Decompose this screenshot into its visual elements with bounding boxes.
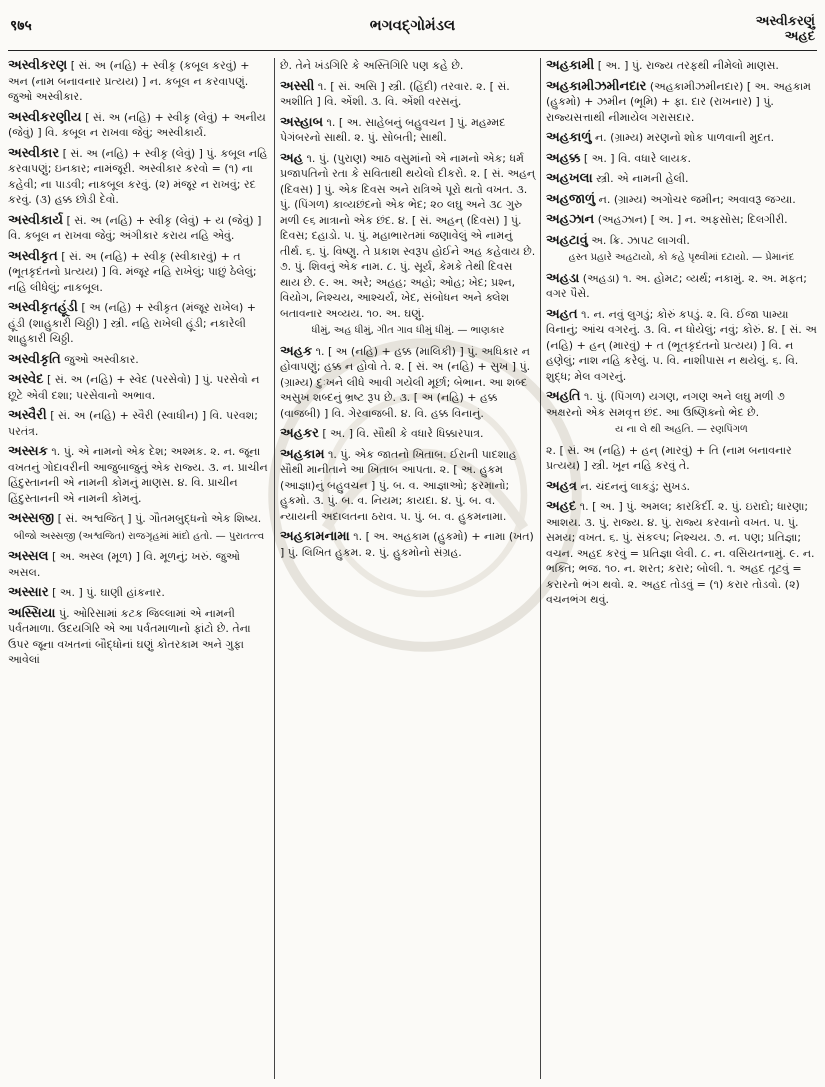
column-divider: [540, 58, 541, 1079]
entry-definition: ન. (ગ્રામ્ય) મરણનો શોક પાળવાની મુદત.: [594, 131, 775, 144]
entry-definition: જુઓ અસ્વીકાર.: [64, 352, 139, 366]
entry-headword: અહત: [546, 306, 578, 322]
entry-headword: અહકામ: [280, 446, 325, 462]
entry-definition: ૧. [ અ. અહકામ (હુકમો) + નામા (ખત) ] પું. લિખિત હુકમ. ૨. પું. હુકમોનો સંગ્રહ.: [280, 530, 534, 559]
entry-definition: ૧. [ અ. ] પું. અમલ; કારકિર્દી. ૨. પું. ઇરાદો; ધારણા; આશય. ૩. પું. રાજ્ય. ૪. પું. રાજ્ય કરવાનો વખત. ૫. પું. સમય; વખત. ૬. પું. સંકલ્પ; નિશ્ચય. ૭. ન. પણ; પ્રતિજ્ઞા; વચન. અહદ કરવું = પ્રતિજ્ઞા લેવી. ૮. ન. વસિયતનામું. ૯. ન. ભક્તિ; ભજ. ૧૦. ન. શરત; કરાર; બોલી. ૧. અહદ તૂટવું = કરારનો ભંગ થવો. ૨. અહદ તોડવું = (૧) કરાર તોડવો. (૨) વચનભંગ થવું.: [546, 500, 815, 606]
dictionary-entry: [546, 171, 817, 187]
dictionary-entry: [8, 372, 270, 403]
dictionary-entry: [546, 79, 817, 126]
dictionary-entry: [280, 529, 536, 560]
entry-headword: અસ્વૈરી: [8, 408, 47, 423]
dictionary-entry: [8, 352, 270, 368]
page-number: ९७५: [10, 18, 32, 34]
entry-headword: અહકામીઝમીનદાર: [546, 78, 647, 94]
entry-definition: ૧. [ અ (નહિ) + હક્ક (માલિકી) ] પું. અધિકાર ન હોવાપણું; હક્ક ન હોવો તે. ૨. [ સં. અ (નહિ) + સુખ ] પું. (ગ્રામ્ય) દુઃખને લીધે આવી ગયેલી મૂર્છા; બેભાન. આ શબ્દ અસુખ શબ્દનું ભ્રષ્ટ રૂપ છે. ૩. [ અ (નહિ) + હક્ક (વાજબી) ] વિ. ગેરવાજબી. ૪. વિ. હક્ક વિનાનું.: [280, 344, 531, 420]
entry-headword: અસ્વીકૃતહૂંડી: [8, 300, 78, 315]
entry-headword: અસ્વીકરણ: [8, 58, 68, 73]
entry-quotation: હસ્ત પ્રહારે અહટાયો, કો કહે પૃથ્વીમાં દટાયો. — પ્રેમાનંદ: [568, 252, 795, 263]
entry-definition: [ અ. ] પું. ઘાણી હાંકનાર.: [52, 586, 165, 599]
dictionary-entry: [8, 511, 270, 544]
entry-definition: ન. ચંદનનું લાકડું; સુખડ.: [580, 479, 690, 493]
entry-headword: અસ્વેદ: [8, 372, 44, 387]
entry-headword: અહક: [280, 343, 313, 359]
entry-headword: અહકાળું: [546, 130, 592, 145]
column-divider: [274, 58, 275, 1079]
entry-definition: ૧. પું. એક જાતનો ખિતાબ. ઈરાની પાદશાહ સૌથી માનીતાને આ ખિતાબ આપતા. ૨. [ અ. હુકમ (આજ્ઞા)નું બહુવચન ] પું. બ. વ. આજ્ઞાઓ; ફરમાનો; હુકમો. ૩. પું. બ. વ. નિયમ; કાયદા. ૪. પું. બ. વ. ન્યાયની અદાલતના ઠરાવ. ૫. પું. બ. વ. હુકમનામા.: [280, 447, 517, 523]
entry-headword: અહકર: [280, 426, 319, 441]
entry-definition: [ અ. ] પું. રાજ્ય તરફથી નીમેલો માણસ.: [597, 59, 779, 72]
column-1: [8, 58, 270, 1079]
entry-definition: ૧. પું. (પુરાણ) આઠ વસુમાંનો એ નામનો એક; ધર્મ પ્રજાપતિનો રતા કે સવિતાથી થયેલો દીકરો. ૨. [ સં. અહન્ (દિવસ) ] પું. એક દિવસ અને રાત્રિએ પૂરો થતો વખત. ૩. પું. (પિંગળ) કાવ્યછંદનો એક ભેદ; ૨૦ લઘુ અને ૩૮ ગુરુ મળી ૯૬ માત્રાનો એક છંદ. ૪. [ સં. અહન્ (દિવસ) ] પું. દિવસ; દહાડો. ૫. પું. મહાભારતમાં જણાવેલું એ નામનું તીર્થ. ૬. પું. વિષ્ણુ. તે પ્રકાશ સ્વરૂપ હોઈને અહ કહેવાય છે. ૭. પું. શિવનું એક નામ. ૮. પું. સૂર્ય, કેમકે તેથી દિવસ થાય છે. ૯. અ. અરે; અહહ; અહો; ઓહ; ખેદ; પ્રશ્ન, વિયોગ, નિશ્ચય, આશ્ચર્ય, ખેદ, સંબોધન અને ક્લેશ બતાવનાર અવ્યય. ૧૦. અ. ઘણું.: [280, 151, 536, 320]
entry-headword: અહદ: [546, 499, 577, 514]
entry-quotation: ધીમું, અહ ધીમું, ગીત ગાવ ધીમું ધીમું. — ભાણકાર: [311, 325, 505, 336]
entry-definition: ૧. [ સં. અસિ ] સ્ત્રી. (હિંદી) તરવાર. ૨. [ સં. અશીતિ ] વિ. એંશી. ૩. વિ. એંશી વરસનું.: [280, 79, 510, 108]
entry-headword: અહખલા: [546, 171, 593, 186]
dictionary-entry: [8, 249, 270, 296]
guide-words: [756, 14, 815, 44]
dictionary-entry: [280, 151, 536, 339]
entry-definition: પું. ઓરિસામાં કટક જિલ્લામાં એ નામની પર્વતમાળા. ઉદયગિરિ એ આ પર્વતમાળાનો ફાંટો છે. તેના ઉપર જૂના વખતનાં બૌદ્ધોનાં ઘણું કોતરકામ અને ગુફા આવેલાં: [8, 606, 251, 666]
entry-headword: અસ્હાબ: [280, 114, 324, 130]
entry-headword: અહકામી: [546, 58, 595, 73]
entry-headword: અહકામનામા: [280, 529, 350, 544]
dictionary-entry: [546, 58, 817, 74]
entry-definition: [ અ. ] વિ. સૌથી કે વધારે ધિક્કારપાત્ર.: [322, 427, 484, 440]
entry-definition: ન. (ગ્રામ્ય) અગોચર જમીન; અવાવરૂ જગ્યા.: [598, 192, 796, 206]
entry-headword: અહતિ: [546, 389, 581, 404]
dictionary-entry: [8, 300, 270, 347]
dictionary-entry: [546, 443, 817, 474]
entry-headword: અહટાવું: [546, 232, 588, 248]
dictionary-entry: [546, 499, 817, 608]
guide-word-last: અહદ: [784, 29, 815, 44]
entry-headword: અહજાળું: [546, 191, 596, 207]
entry-definition: અ. ક્રિ. ઝાપટ લાગવી.: [591, 233, 690, 247]
dictionary-entry: [8, 549, 270, 580]
dictionary-entry: [546, 192, 817, 208]
dictionary-entry: [546, 130, 817, 146]
entry-headword: અહ: [280, 150, 303, 166]
dictionary-entry: [280, 115, 536, 146]
dictionary-entry: [546, 307, 817, 385]
entry-definition: સ્ત્રી. એ નામની હેલી.: [596, 172, 689, 185]
dictionary-entry: [546, 233, 817, 266]
dictionary-entry: [8, 585, 270, 601]
guide-word-first: અસ્વીકરણું: [755, 14, 815, 29]
column-3: [546, 58, 817, 1079]
dictionary-entry: [8, 58, 270, 105]
dictionary-entry: [546, 151, 817, 167]
dictionary-entry: [280, 426, 536, 442]
dictionary-entry: [8, 444, 270, 506]
entry-headword: અસ્સાર: [8, 585, 49, 600]
entry-headword: અસ્સિયા: [8, 605, 56, 621]
dictionary-entry: [546, 271, 817, 302]
entry-headword: અસ્સજી: [8, 511, 55, 526]
dictionary-entry: [8, 213, 270, 244]
entry-definition: [ અ. અસ્લ (મૂળ) ] વિ. મૂળનું; ખરું. જુઓ અસલ.: [8, 550, 241, 579]
entry-headword: અસ્વીકરણીય: [8, 109, 82, 125]
entry-definition: [ સં. અશ્વજિત્ ] પું. ગૌતમબુદ્ધનો એક શિષ્ય.: [57, 512, 262, 525]
entry-definition: [ સં. અ (નહિ) + સ્વીકૃ (કબૂલ કરવું) + અન (નામ બનાવનાર પ્રત્યય) ] ન. કબૂલ ન કરવાપણું. જુઓ અસ્વીકાર.: [8, 59, 250, 103]
entry-definition: ૧. [ અ. સાહેબનું બહુવચન ] પું. મહમ્મદ પેગંબરનો સાથી. ૨. પું. સોબતી; સાથી.: [280, 115, 506, 144]
entry-definition: [ સં. અ (નહિ) + સ્વીકૃ (લેવું) + ય (જેવું) ] વિ. કબૂલ ન રાખવા જેવું; અંગીકાર કરાય નહિ એવું.: [8, 213, 262, 242]
entry-definition: ૧. ન. નવું લુગડું; કોરું કપડું. ૨. વિ. ઈજા પામ્યા વિનાનું; આંચ વગરનું. ૩. વિ. ન ધોયેલું; નવું; કોરું. ૪. [ સં. અ (નહિ) + હન્ (મારવું) + ત (ભૂતકૃદંતનો પ્રત્યય) ] વિ. ન હણેલું; નાશ નહિ કરેલું. ૫. વિ. નાશીપાસ ન થયેલું. ૬. વિ. શુદ્ધ; મેલ વગરનું.: [546, 307, 817, 383]
dictionary-entry: [546, 479, 817, 495]
entry-definition: (અહઝાન) [ અ. ] ન. અફસોસ; દિલગીરી.: [597, 213, 788, 226]
columns-container: [8, 58, 817, 1079]
dictionary-entry: [546, 212, 817, 228]
dictionary-entry: [8, 146, 270, 208]
entry-headword: અહડા: [546, 270, 580, 286]
entry-quotation: બીજો અસ્સજી (અશ્વજિત) રાજગૃહમાં માંદો હતો. — પુરાતત્ત્વ: [13, 530, 265, 542]
dictionary-entry: [280, 447, 536, 525]
book-title: ભગવદ્ગોમંડલ: [369, 16, 456, 34]
entry-quotation: ય ના લે થી અહતિ. — રણપિંગળ: [615, 424, 748, 435]
column-2: [280, 58, 536, 1079]
entry-headword: અસ્સક: [8, 444, 48, 459]
dictionary-entry: [280, 79, 536, 110]
dictionary-entry: [8, 408, 270, 439]
entry-definition: [ સં. અ (નહિ) + સ્વીકૃ (સ્વીકારવું) + ત (ભૂતકૃદંતનો પ્રત્યય) ] વિ. મંજૂર નહિ રાખેલું; પાછું ઠેલેલું; નહિ લીધેલું; નાકબૂલ.: [8, 249, 257, 294]
entry-definition: [ સં. અ (નહિ) + સ્વેદ (પરસેવો) ] પું. પરસેવો ન છૂટે એવી દશા; પરસેવાનો અભાવ.: [8, 373, 260, 402]
entry-definition: (અહડા) ૧. અ. હોમટ; વ્યર્થ; નકામું. ૨. અ. મફત; વગર પૈસે.: [546, 271, 807, 300]
entry-definition: [ અ (નહિ) + સ્વીકૃત (મંજૂર રાખેલ) + હૂંડી (શાહુકારી ચિઠ્ઠી) ] સ્ત્રી. નહિ રાખેલી હૂંડી; નકારેલી શાહુકારી ચિઠ્ઠી.: [8, 301, 256, 345]
dictionary-entry: [8, 606, 270, 668]
entry-headword: અસ્સલ: [8, 549, 49, 564]
dictionary-entry: [8, 110, 270, 141]
entry-headword: અસ્વીકૃત: [8, 248, 58, 264]
entry-definition: ૧. પું. (પિંગળ) યગણ, નગણ અને લઘુ મળી ૭ અક્ષરનો એક સમવૃત્ત છંદ. આ ઉષ્ણિક્નો ભેદ છે.: [546, 390, 785, 419]
dictionary-entry: [280, 344, 536, 422]
entry-headword: અસ્વીકૃતિ: [8, 351, 61, 367]
entry-headword: અહત્ર: [546, 478, 577, 494]
entry-headword: અહઝાન: [546, 212, 595, 227]
entry-definition: ૨. [ સં. અ (નહિ) + હન્ (મારવું) + તિ (નામ બનાવનાર પ્રત્યય) ] સ્ત્રી. ખૂન નહિ કરવું તે.: [546, 443, 792, 472]
entry-definition: [ સં. અ (નહિ) + સ્વીકૃ (લેવું) ] પું. કબૂલ નહિ કરવાપણું; ઇનકાર; નામંજૂરી. અસ્વીકાર કરવો = (૧) ના કહેવી; ના પાડવી; નાકબૂલ કરવું. (૨) મંજૂર ન રાખવું; રદ કરવું. (૩) હક્ક છોડી દેવો.: [8, 146, 268, 206]
entry-definition: [ સં. અ (નહિ) + સ્વીકૃ (લેવું) + અનીય (જેવું) ] વિ. કબૂલ ન રાખવા જેવું; અસ્વીકાર્ય.: [8, 110, 266, 139]
entry-definition: [ અ. ] વિ. વધારે લાયક.: [583, 151, 692, 165]
entry-headword: અસ્વીકાર: [8, 145, 60, 161]
page-header: [8, 10, 817, 51]
entry-definition: છે. તેને ખંડગિરિ કે અસ્તિગિરિ પણ કહે છે.: [280, 59, 464, 72]
entry-headword: અસ્સી: [280, 78, 315, 94]
entry-definition: (અહકામીઝમીનદાર) [ અ. અહકામ (હુકમો) + ઝમીન (ભૂમિ) + ફા. દાર (રાખનાર) ] પું. રાજ્યસત્તાથી નીમાયેલ ગરાસદાર.: [546, 79, 811, 124]
entry-headword: અસ્વીકાર્ય: [8, 212, 63, 228]
entry-definition: [ સં. અ (નહિ) + સ્વૈરી (સ્વાધીન) ] વિ. પરવશ; પરતંત્ર.: [8, 409, 258, 438]
dictionary-entry: [546, 389, 817, 438]
dictionary-entry: [280, 58, 536, 74]
entry-definition: ૧. પું. એ નામનો એક દેશ; અશ્મક. ૨. ન. જૂના વખતનું ગોદાવરીની આજુબાજુનું એક રાજ્ય. ૩. ન. પ્રાચીન હિંદુસ્તાનની એ નામની કોમનું માણસ. ૪. વિ. પ્રાચીન હિંદુસ્તાનની એ નામની કોમનું.: [8, 445, 268, 505]
entry-headword: અહક્ક: [546, 150, 581, 166]
